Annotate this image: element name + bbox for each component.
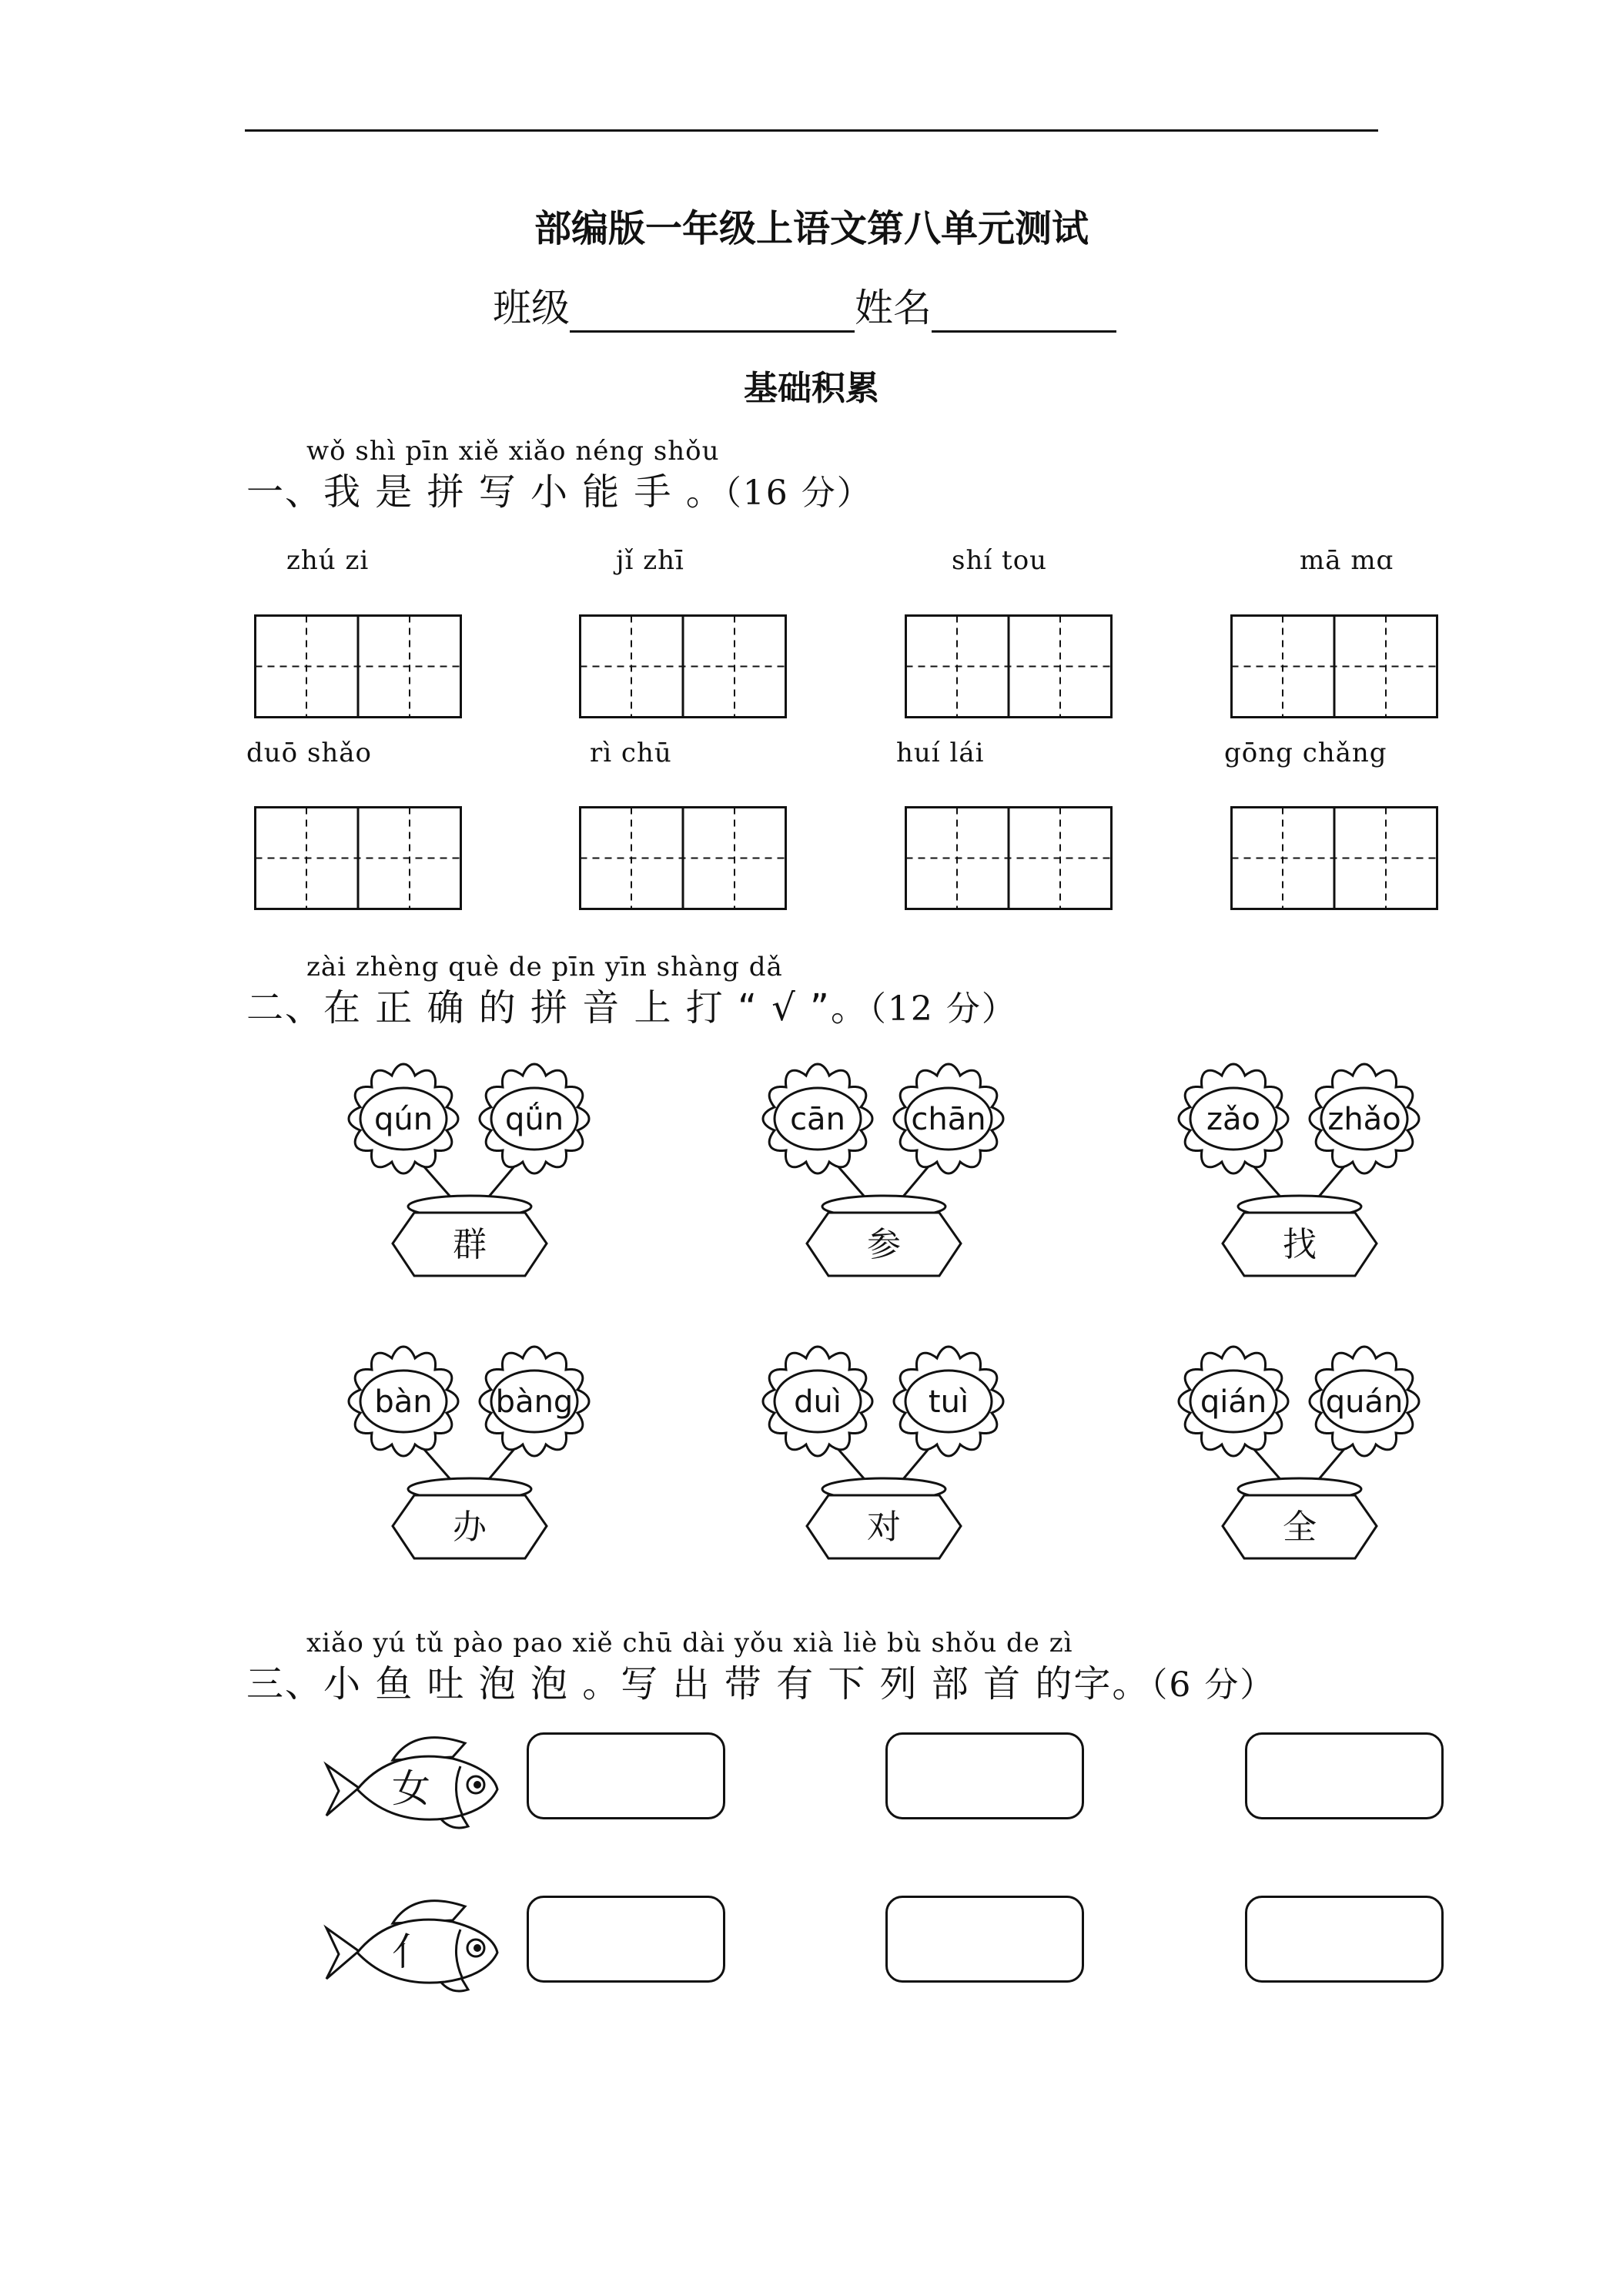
word-pinyin: zhú zi	[286, 545, 370, 576]
pinyin-option-label: zǎo	[1206, 1102, 1260, 1137]
flower-pot-item	[753, 1341, 1015, 1568]
writing-grid[interactable]	[254, 806, 462, 910]
answer-box[interactable]	[1245, 1896, 1444, 1983]
pinyin-option-label: bàn	[374, 1384, 433, 1420]
section3-pinyin: xiǎo yú tǔ pào pao xiě chū dài yǒu xià liè bù shǒu de zì	[306, 1628, 1073, 1658]
word-pinyin: duō shǎo	[246, 738, 373, 768]
section2-text: 二、在 正 确 的 拼 音 上 打 “ √ ”。	[246, 986, 869, 1029]
student-info-line	[493, 277, 1116, 333]
section1-heading	[246, 462, 872, 515]
pinyin-option-label: quán	[1325, 1384, 1404, 1420]
pinyin-option-label: chān	[911, 1102, 986, 1137]
class-label: 班级	[493, 286, 570, 330]
pinyin-option-label: qǘn	[504, 1102, 564, 1137]
page-title: 部编版一年级上语文第八单元测试	[534, 207, 1089, 250]
pinyin-option-label: qún	[373, 1102, 433, 1137]
section3-score: （6 分）	[1150, 1665, 1276, 1705]
answer-box[interactable]	[885, 1896, 1084, 1983]
answer-box[interactable]	[885, 1732, 1084, 1819]
pot-character: 全	[1283, 1508, 1317, 1547]
word-pinyin: rì chū	[590, 738, 672, 768]
pot-character: 找	[1283, 1225, 1317, 1264]
writing-grid[interactable]	[905, 614, 1113, 718]
fish-radical	[322, 1880, 507, 2006]
class-field[interactable]	[570, 296, 855, 333]
section1-pinyin: wǒ shì pīn xiě xiǎo néng shǒu	[306, 436, 720, 467]
fish-radical	[322, 1717, 507, 1843]
word-pinyin: gōng chǎng	[1224, 738, 1387, 768]
fish-pupil	[474, 1944, 481, 1952]
fish-tail	[326, 1765, 359, 1816]
writing-grid[interactable]	[1230, 806, 1438, 910]
top-rule	[245, 129, 1378, 132]
word-pinyin: huí lái	[896, 738, 985, 768]
pot-character: 群	[453, 1225, 487, 1264]
section-subtitle: 基础积累	[744, 369, 879, 408]
writing-grid[interactable]	[254, 614, 462, 718]
writing-grid[interactable]	[579, 806, 787, 910]
pot-character: 参	[867, 1225, 901, 1264]
pot-character: 办	[453, 1508, 487, 1547]
pinyin-option-label: tuì	[928, 1384, 969, 1420]
name-field[interactable]	[932, 296, 1116, 333]
section3-heading	[246, 1654, 1275, 1707]
pinyin-option-label: bàng	[495, 1384, 574, 1420]
flower-pot-item	[753, 1059, 1015, 1285]
section2-pinyin: zài zhèng què de pīn yīn shàng dǎ	[306, 952, 783, 982]
pinyin-option-label: zhǎo	[1327, 1102, 1401, 1137]
pinyin-option-label: duì	[794, 1384, 842, 1420]
fish-radical-char: 女	[392, 1766, 430, 1811]
section3-text: 三、小 鱼 吐 泡 泡 。写 出 带 有 下 列 部 首 的字。	[246, 1662, 1151, 1705]
writing-grid[interactable]	[905, 806, 1113, 910]
writing-grid[interactable]	[1230, 614, 1438, 718]
fish-radical-char: 亻	[392, 1930, 430, 1974]
word-pinyin: jǐ zhī	[616, 545, 684, 576]
word-pinyin: shí tou	[952, 545, 1048, 576]
writing-grid[interactable]	[579, 614, 787, 718]
section2-heading	[246, 978, 1017, 1031]
flower-pot-item	[1169, 1059, 1431, 1285]
name-label: 姓名	[855, 286, 932, 330]
section1-text: 一、我 是 拼 写 小 能 手 。	[246, 470, 724, 514]
section1-score: （16 分）	[724, 474, 872, 513]
fish-tail	[326, 1928, 359, 1979]
word-pinyin: mā mɑ	[1300, 545, 1394, 576]
answer-box[interactable]	[527, 1896, 725, 1983]
pinyin-option-label: cān	[790, 1102, 845, 1137]
pot-character: 对	[867, 1508, 901, 1547]
pinyin-option-label: qián	[1200, 1384, 1267, 1420]
flower-pot-item	[339, 1341, 601, 1568]
answer-box[interactable]	[527, 1732, 725, 1819]
flower-pot-item	[1169, 1341, 1431, 1568]
section2-score: （12 分）	[868, 989, 1017, 1029]
fish-pupil	[474, 1781, 481, 1789]
answer-box[interactable]	[1245, 1732, 1444, 1819]
flower-pot-item	[339, 1059, 601, 1285]
